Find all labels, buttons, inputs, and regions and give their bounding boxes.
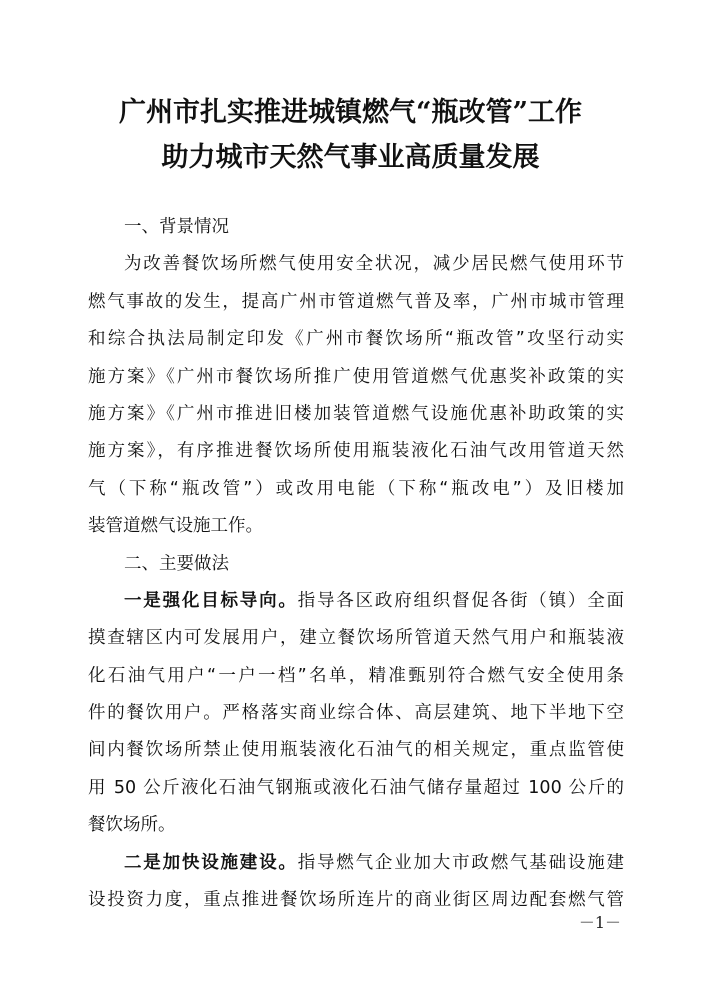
point-lead-target-orientation: 一是强化目标导向。 — [124, 590, 298, 611]
paragraph-line: 设投资力度，重点推进餐饮场所连片的商业街区周边配套燃气管 — [88, 890, 624, 911]
page-number: －1－ — [578, 913, 621, 932]
paragraph-line: 间内餐饮场所禁止使用瓶装液化石油气的相关规定，重点监管使 — [88, 740, 624, 761]
paragraph-line: 用 50 公斤液化石油气钢瓶或液化石油气储存量超过 100 公斤的 — [88, 777, 624, 798]
document-body — [88, 209, 624, 919]
section-heading-background: 一、背景情况 — [124, 217, 229, 237]
paragraph-line: 燃气事故的发生，提高广州市管道燃气普及率，广州市城市管理 — [88, 291, 624, 312]
section-heading-main-practices: 二、主要做法 — [124, 553, 229, 574]
paragraph-line-rest: 指导各区政府组织督促各街（镇）全面 — [297, 590, 625, 611]
paragraph-line: 施方案》《广州市餐饮场所推广使用管道燃气优惠奖补政策的实 — [88, 366, 624, 387]
paragraph-line: 为改善餐饮场所燃气使用安全状况，减少居民燃气使用环节 — [124, 254, 624, 275]
paragraph-line: 施方案》《广州市推进旧楼加装管道燃气设施优惠补助政策的实 — [88, 403, 624, 424]
document-title-line-2: 助力城市天然气事业高质量发展 — [161, 142, 540, 173]
paragraph-line: 化石油气用户“一户一档”名单，精准甄别符合燃气安全使用条 — [88, 665, 624, 686]
paragraph-line: 施方案》，有序推进餐饮场所使用瓶装液化石油气改用管道天然 — [88, 441, 624, 462]
paragraph-line: 和综合执法局制定印发《广州市餐饮场所“瓶改管”攻坚行动实 — [88, 329, 624, 350]
paragraph-line-with-lead — [88, 845, 624, 882]
paragraph-line: 餐饮场所。 — [88, 815, 176, 836]
paragraph-line: 装管道燃气设施工作。 — [88, 516, 263, 537]
paragraph-line-with-lead — [88, 583, 624, 620]
document-title-line-1: 广州市扎实推进城镇燃气“瓶改管”工作 — [118, 97, 583, 128]
paragraph-line-rest: 指导燃气企业加大市政燃气基础设施建 — [297, 852, 625, 873]
paragraph-line: 摸查辖区内可发展用户，建立餐饮场所管道天然气用户和瓶装液 — [88, 628, 624, 649]
paragraph-line: 气（下称“瓶改管”）或改用电能（下称“瓶改电”）及旧楼加 — [88, 478, 624, 499]
paragraph-line: 件的餐饮用户。严格落实商业综合体、高层建筑、地下半地下空 — [88, 703, 624, 724]
point-lead-facility-construction: 二是加快设施建设。 — [124, 852, 298, 873]
